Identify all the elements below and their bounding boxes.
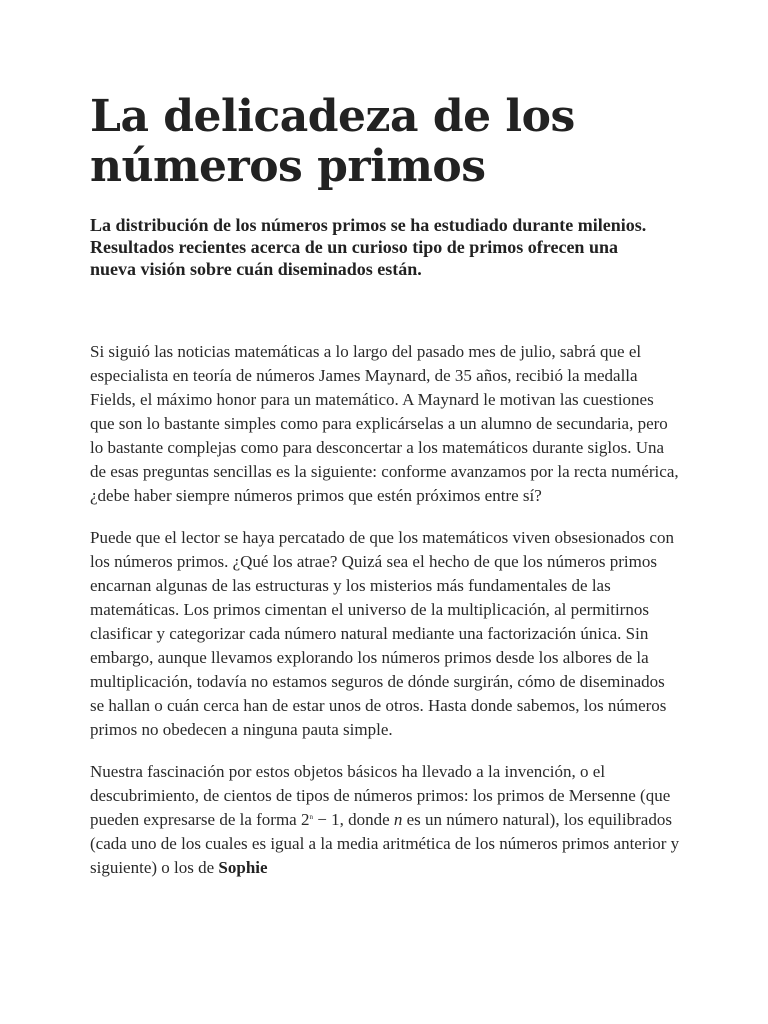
variable-n: n [393, 810, 403, 829]
paragraph-3 [90, 760, 680, 880]
article-subtitle: La distribución de los números primos se ha estudiado durante milenios. Resultados recientes acerca de un curioso tipo de primos ofrecen una nueva visión sobre cuán diseminados están. [90, 215, 647, 279]
article-title: La delicadeza de los números primos [90, 91, 575, 192]
paragraph-3-text-1: Nuestra fascinación por estos objetos básicos ha llevado a la invención, o el descubrimiento, de cientos de tipos de números primos: los primos de Mersenne (que pueden expresarse de la forma 2 [90, 762, 671, 829]
exponent-n: n [309, 813, 313, 821]
paragraph-3-text-2: − 1, donde [312, 810, 394, 829]
sophie-bold-text: Sophie [218, 858, 268, 877]
paragraph-1: Si siguió las noticias matemáticas a lo largo del pasado mes de julio, sabrá que el especialista en teoría de números James Maynard, de 35 años, recibió la medalla Fields, el máximo honor para un matemático. A Maynard le motivan las cuestiones que son lo bastante simples como para explicárselas a un alumno de secundaria, pero lo bastante complejas como para desconcertar a los matemáticos durante siglos. Una de esas preguntas sencillas es la siguiente: conforme avanzamos por la recta numérica, ¿debe haber siempre números primos que estén próximos entre sí? [90, 342, 679, 505]
paragraph-3-text-3: es un número natural), los equilibrados (cada uno de los cuales es igual a la media aritmética de los números primos anterior y siguiente) o los de [90, 810, 680, 877]
paragraph-2: Puede que el lector se haya percatado de que los matemáticos viven obsesionados con los números primos. ¿Qué los atrae? Quizá sea el hecho de que los números primos encarnan algunas de las estructuras y los misterios más fundamentales de las matemáticas. Los primos cimentan el universo de la multiplicación, al permitirnos clasificar y categorizar cada número natural mediante una factorización única. Sin embargo, aunque llevamos explorando los números primos desde los albores de la multiplicación, todavía no estamos seguros de dónde surgirán, cómo de diseminados se hallan o cuán cerca han de estar unos de otros. Hasta donde sabemos, los números primos no obedecen a ninguna pauta simple. [90, 528, 674, 739]
